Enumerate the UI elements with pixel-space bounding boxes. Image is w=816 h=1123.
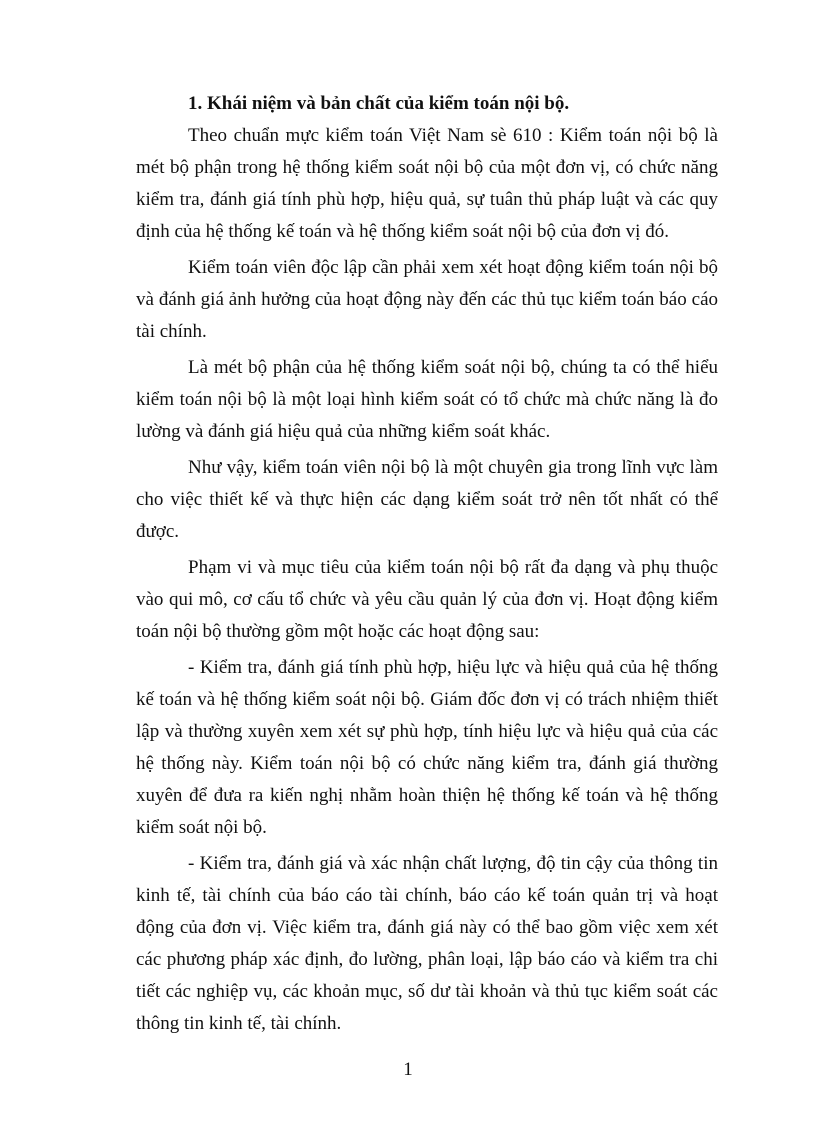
paragraph-internal-auditor-expert: Như vậy, kiểm toán viên nội bộ là một chuyên gia trong lĩnh vực làm cho việc thiết kế và thực hiện các dạng kiểm soát trở nên tốt nhất có thể được. [136,457,718,542]
section-heading: 1. Khái niệm và bản chất của kiểm toán nội bộ. [188,93,570,114]
paragraph-activity-financial-info: - Kiểm tra, đánh giá và xác nhận chất lượng, độ tin cậy của thông tin kinh tế, tài chính của báo cáo tài chính, báo cáo kế toán quản trị và hoạt động của đơn vị. Việc kiểm tra, đánh giá này có thể bao gồm việc xem xét các phương pháp xác định, đo lường, phân loại, lập báo cáo và kiểm tra chi tiết các nghiệp vụ, các khoản mục, số dư tài khoản và thủ tục kiểm soát các thông tin kinh tế, tài chính. [136,853,718,1034]
paragraph-standard-definition: Theo chuẩn mực kiểm toán Việt Nam sè 610 : Kiểm toán nội bộ là mét bộ phận trong hệ thống kiểm soát nội bộ của một đơn vị, có chức năng kiểm tra, đánh giá tính phù hợp, hiệu quả, sự tuân thủ pháp luật và các quy định của hệ thống kế toán và hệ thống kiểm soát nội bộ của đơn vị đó. [136,125,718,242]
paragraph-scope-objectives: Phạm vi và mục tiêu của kiểm toán nội bộ rất đa dạng và phụ thuộc vào qui mô, cơ cấu tổ chức và yêu cầu quản lý của đơn vị. Hoạt động kiểm toán nội bộ thường gồm một hoặc các hoạt động sau: [136,557,718,642]
paragraph-activity-control-systems: - Kiểm tra, đánh giá tính phù hợp, hiệu lực và hiệu quả của hệ thống kế toán và hệ thống kiểm soát nội bộ. Giám đốc đơn vị có trách nhiệm thiết lập và thường xuyên xem xét sự phù hợp, tính hiệu lực và hiệu quả của các hệ thống này. Kiểm toán nội bộ có chức năng kiểm tra, đánh giá thường xuyên để đưa ra kiến nghị nhằm hoàn thiện hệ thống kế toán và hệ thống kiểm soát nội bộ. [136,657,718,838]
paragraph-independent-auditor: Kiểm toán viên độc lập cần phải xem xét hoạt động kiểm toán nội bộ và đánh giá ảnh hưởng của hoạt động này đến các thủ tục kiểm toán báo cáo tài chính. [136,257,718,342]
page-number: 1 [403,1059,413,1080]
paragraph-control-type: Là mét bộ phận của hệ thống kiểm soát nội bộ, chúng ta có thể hiểu kiểm toán nội bộ là một loại hình kiểm soát có tổ chức mà chức năng là đo lường và đánh giá hiệu quả của những kiểm soát khác. [136,357,718,442]
document-body [136,88,718,1040]
